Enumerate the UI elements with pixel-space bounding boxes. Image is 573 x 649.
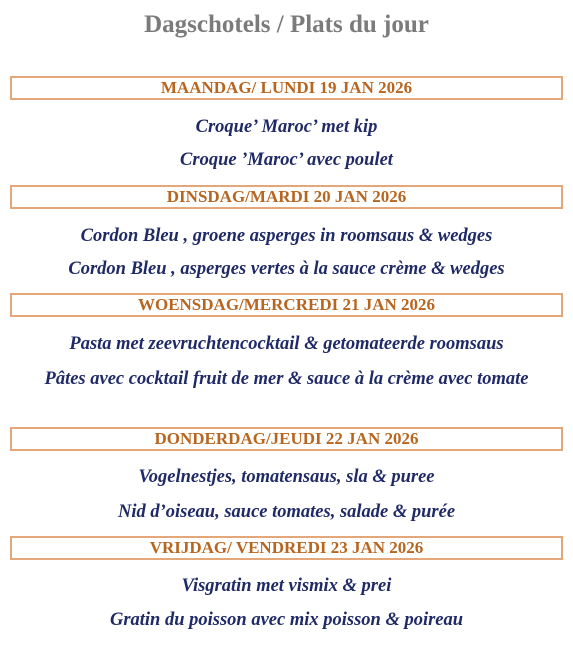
dish-friday-fr: Gratin du poisson avec mix poisson & poireau [109,610,464,630]
dish-wednesday-nl: Pasta met zeevruchtencocktail & getomateerde roomsaus [69,334,504,354]
day-header-monday: MAANDAG/ LUNDI 19 JAN 2026 [10,76,563,100]
dish-thursday-fr: Nid d’oiseau, sauce tomates, salade & purée [117,502,456,522]
page-title: Dagschotels / Plats du jour [144,11,429,38]
day-header-tuesday: DINSDAG/MARDI 20 JAN 2026 [10,185,563,209]
dish-wednesday-fr: Pâtes avec cocktail fruit de mer & sauce à la crème avec tomate [44,369,529,389]
dish-tuesday-nl: Cordon Bleu , groene asperges in roomsaus & wedges [80,226,493,246]
day-header-friday: VRIJDAG/ VENDREDI 23 JAN 2026 [10,536,563,560]
dish-tuesday-fr: Cordon Bleu , asperges vertes à la sauce crème & wedges [68,259,505,279]
day-header-wednesday: WOENSDAG/MERCREDI 21 JAN 2026 [10,293,563,317]
day-header-thursday: DONDERDAG/JEUDI 22 JAN 2026 [10,427,563,451]
dish-friday-nl: Visgratin met vismix & prei [181,576,392,596]
dish-monday-nl: Croque’ Maroc’ met kip [195,117,378,137]
dish-thursday-nl: Vogelnestjes, tomatensaus, sla & puree [138,467,435,487]
dish-monday-fr: Croque ’Maroc’ avec poulet [180,150,393,170]
